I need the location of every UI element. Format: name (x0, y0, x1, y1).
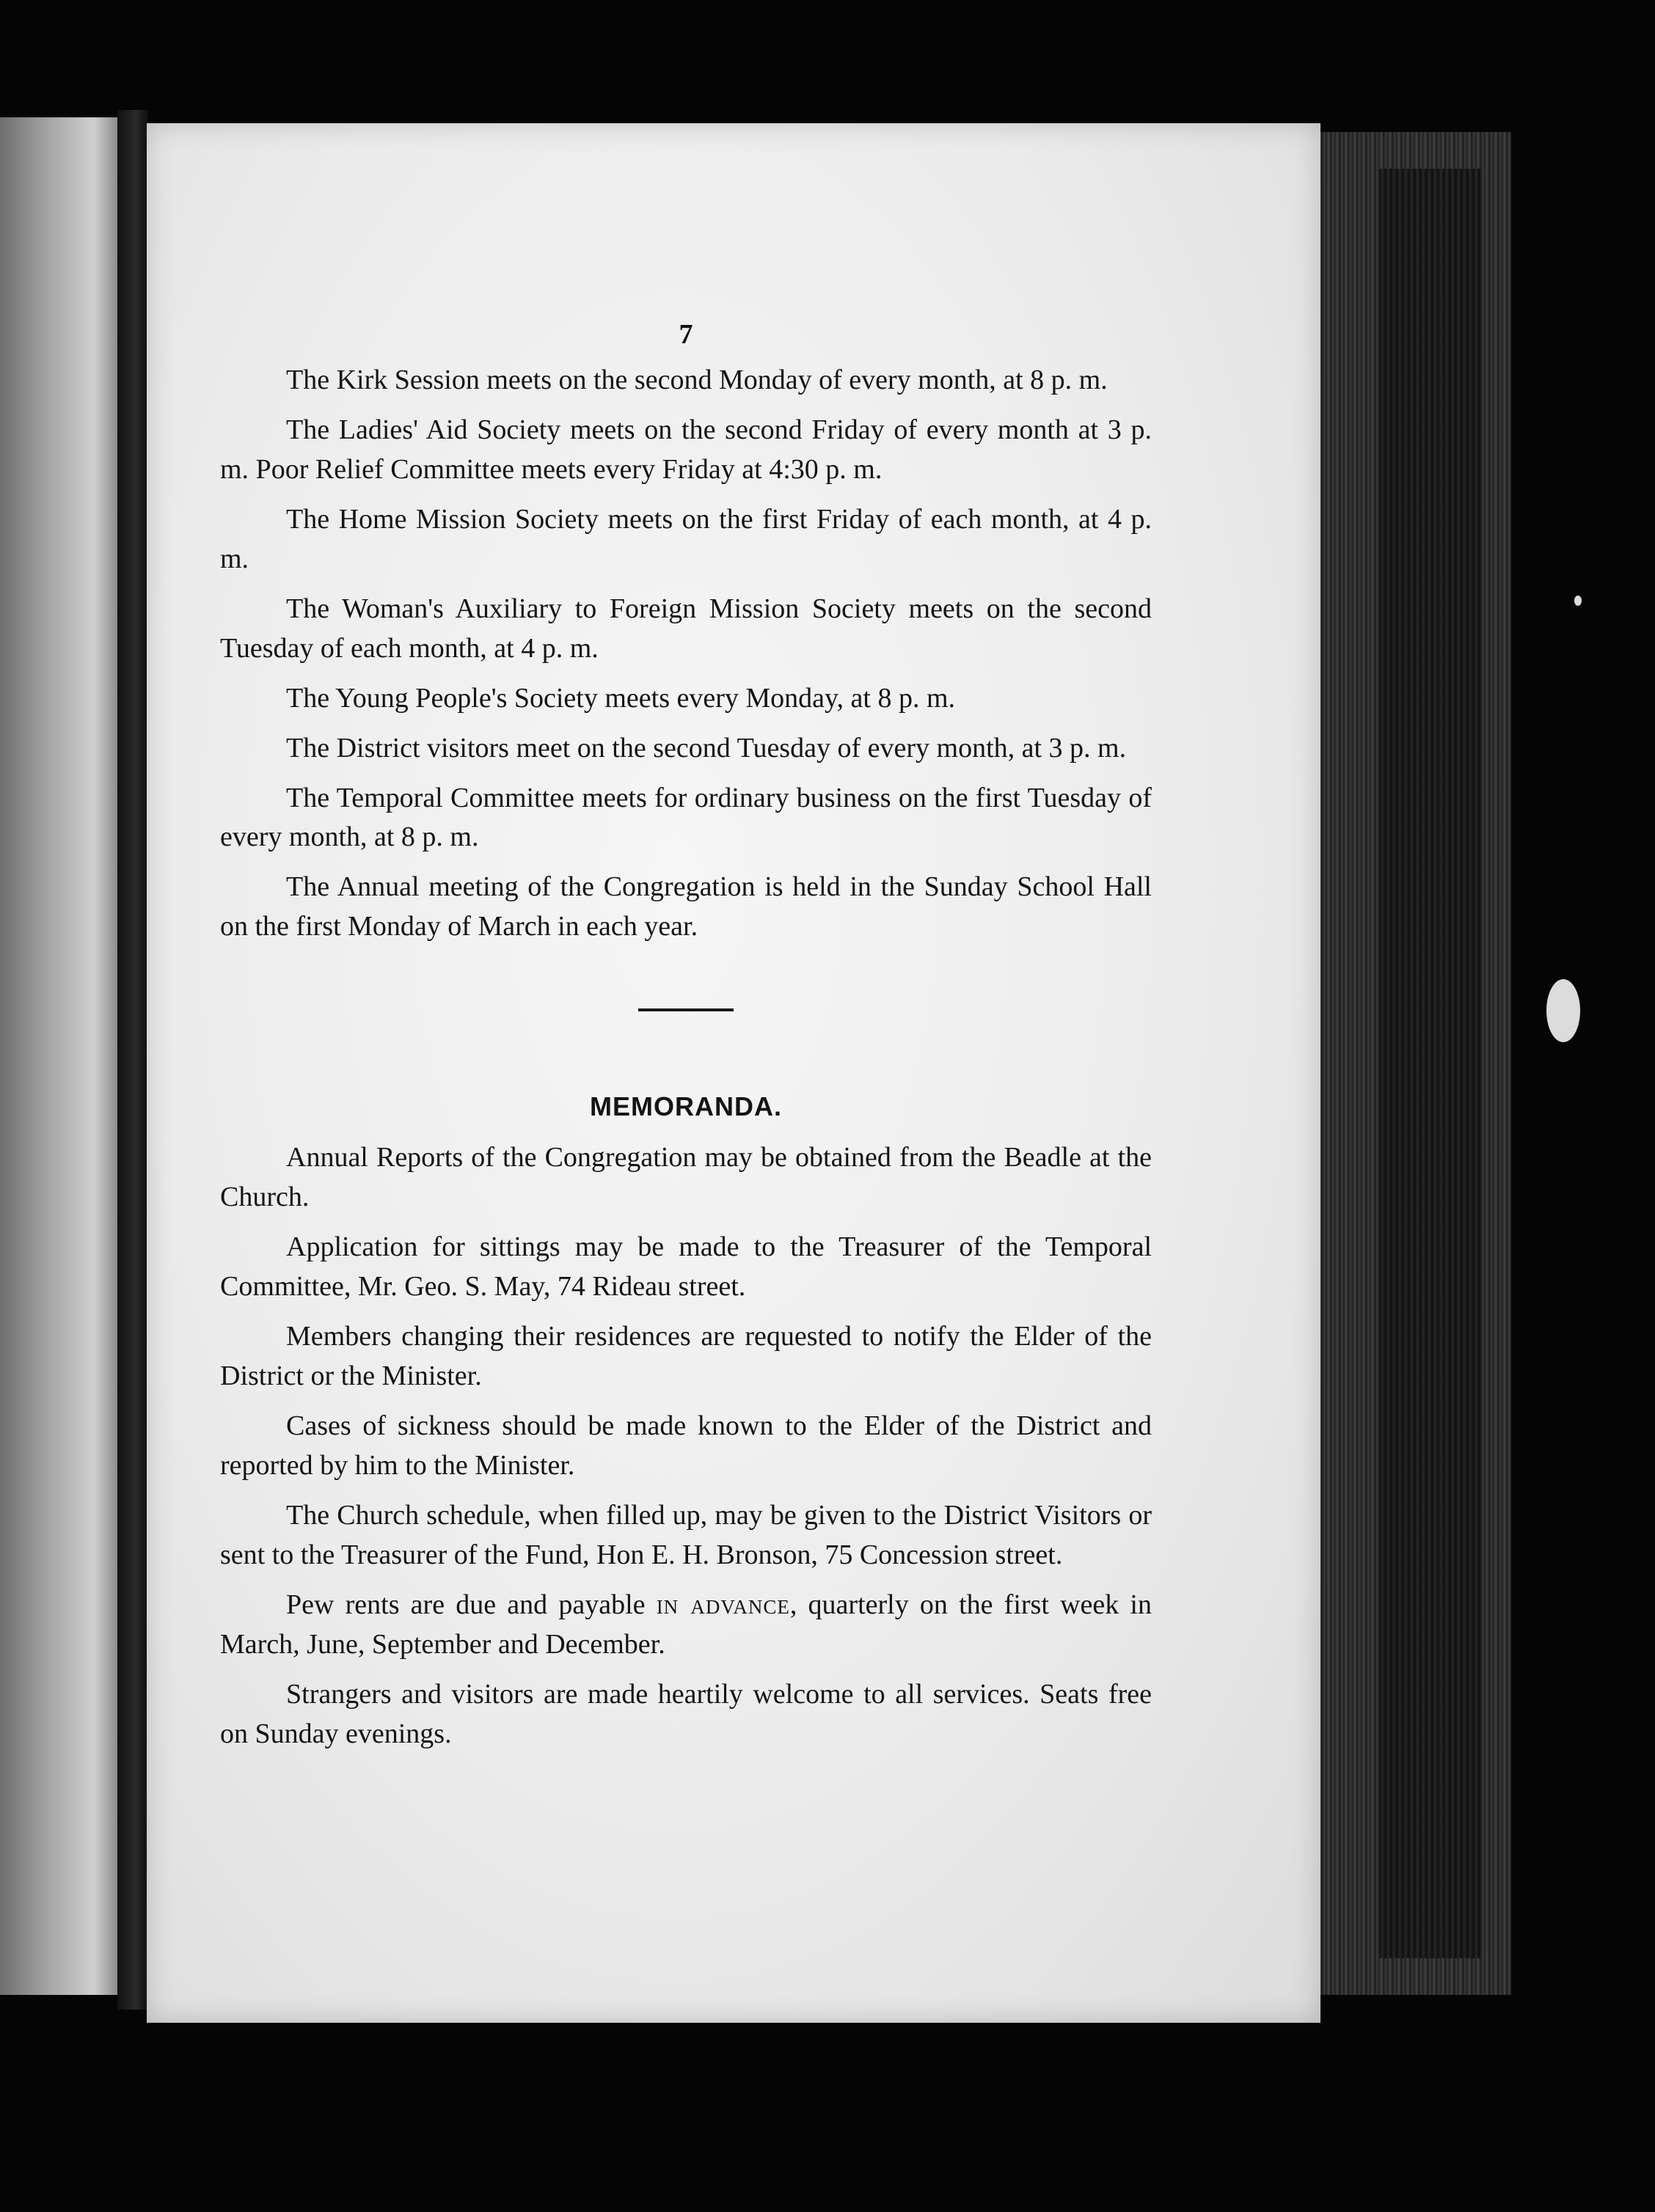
page-number: 7 (679, 319, 693, 350)
meeting-district-visitors: The District visitors meet on the second Tuesday of every month, at 3 p. m. (286, 732, 1127, 763)
meeting-young-peoples: The Young People's Society meets every Monday, at 8 p. m. (286, 682, 956, 714)
dust-speck (1546, 979, 1580, 1042)
meeting-ladies-aid: The Ladies' Aid Society meets on the second Friday of every month at 3 p. m. Poor Relief Committee meets every Friday at 4:30 p. m. (220, 414, 1152, 485)
memoranda-heading: MEMORANDA. (590, 1091, 782, 1122)
dust-speck (1574, 596, 1582, 606)
memo-strangers-welcome: Strangers and visitors are made heartily welcome to all services. Seats free on Sunday evenings. (220, 1678, 1152, 1749)
meeting-kirk-session: The Kirk Session meets on the second Monday of every month, at 8 p. m. (286, 364, 1108, 395)
memo-sickness: Cases of sickness should be made known to the Elder of the District and reported by him to the Minister. (220, 1410, 1152, 1482)
meeting-womans-auxiliary: The Woman's Auxiliary to Foreign Mission Society meets on the second Tuesday of each month, at 4 p. m. (220, 593, 1152, 664)
memo-church-schedule: The Church schedule, when filled up, may be given to the District Visitors or sent to the Treasurer of the Fund, Hon E. H. Bronson, 75 Concession street. (220, 1500, 1152, 1571)
facing-page-edge (0, 117, 117, 1995)
meeting-home-mission: The Home Mission Society meets on the first Friday of each month, at 4 p. m. (220, 503, 1152, 574)
pew-rents-emphasis: in advance (656, 1589, 790, 1620)
memo-residences: Members changing their residences are requested to notify the Elder of the District or the Minister. (220, 1321, 1152, 1392)
meeting-annual: The Annual meeting of the Congregation is held in the Sunday School Hall on the first Monday of March in each year. (220, 871, 1152, 942)
book-page-edges-shadow (1379, 169, 1482, 1958)
meeting-temporal-committee: The Temporal Committee meets for ordinary business on the first Tuesday of every month, at 8 p. m. (220, 782, 1152, 853)
page-content (220, 315, 1152, 1765)
memo-annual-reports: Annual Reports of the Congregation may be obtained from the Beadle at the Church. (220, 1142, 1152, 1213)
pew-rents-text-start: Pew rents are due and payable (286, 1589, 657, 1620)
pew-rents-text-end: , quarterly on the first week in March, June, September and December. (220, 1589, 1152, 1660)
memo-pew-rents (220, 1586, 1152, 1665)
memo-sittings: Application for sittings may be made to the Treasurer of the Temporal Committee, Mr. Geo. S. May, 74 Rideau street. (220, 1231, 1152, 1303)
section-divider (638, 1008, 734, 1011)
book-gutter (117, 110, 148, 2010)
